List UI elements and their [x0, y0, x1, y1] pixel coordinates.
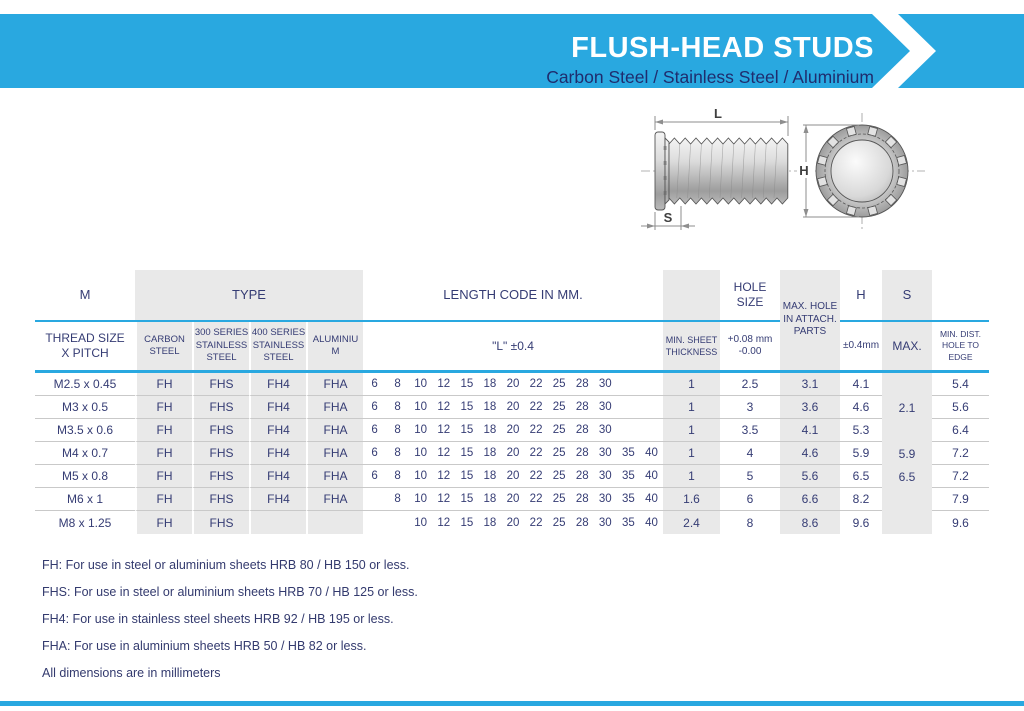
hole-size-cell: 4	[720, 442, 780, 465]
length-code: 22	[529, 424, 543, 436]
hole-size-cell: 3.5	[720, 419, 780, 442]
type-cell: FHA	[306, 396, 363, 419]
length-code: 28	[575, 493, 589, 505]
header-m: M	[35, 270, 135, 322]
table-row	[35, 396, 989, 419]
max-hole-cell: 8.6	[780, 511, 840, 534]
max-hole-cell: 3.6	[780, 396, 840, 419]
length-codes	[363, 442, 663, 465]
type-cell: FH	[135, 488, 192, 511]
length-code: 15	[460, 516, 474, 529]
page-subtitle: Carbon Steel / Stainless Steel / Aluminium	[546, 67, 874, 87]
spec-table	[35, 270, 989, 534]
type-cell: FHA	[306, 373, 363, 396]
length-code: 28	[575, 378, 589, 390]
length-code: 28	[575, 516, 589, 529]
length-code: 28	[575, 401, 589, 413]
thread-size-cell: M5 x 0.8	[35, 465, 135, 488]
dim-label-L: L	[714, 106, 722, 121]
footnotes	[42, 558, 418, 693]
length-code: 30	[598, 447, 612, 459]
header-s-max: MAX.	[882, 322, 932, 370]
length-code: 20	[506, 447, 520, 459]
table-body	[35, 373, 989, 534]
type-cell: FH4	[249, 419, 306, 442]
length-code: 22	[529, 470, 543, 482]
length-code: 28	[575, 447, 589, 459]
type-cell: FH4	[249, 373, 306, 396]
hole-size-cell: 6	[720, 488, 780, 511]
header-hole-size: HOLE SIZE	[720, 270, 780, 322]
length-code: 6	[371, 470, 378, 482]
length-code: 22	[529, 516, 543, 529]
type-cell: FH	[135, 511, 192, 534]
length-code: 30	[598, 378, 612, 390]
max-hole-cell: 5.6	[780, 465, 840, 488]
h-cell: 5.9	[840, 442, 882, 465]
min-dist-cell: 6.4	[932, 419, 989, 442]
h-cell: 4.6	[840, 396, 882, 419]
header-min-sheet-top	[663, 270, 720, 322]
h-cell: 8.2	[840, 488, 882, 511]
header-type: TYPE	[135, 270, 363, 322]
header-titles	[546, 31, 874, 88]
length-code: 12	[437, 493, 451, 505]
length-code: 20	[506, 516, 520, 529]
length-code: 8	[394, 470, 401, 482]
min-dist-cell: 7.2	[932, 442, 989, 465]
length-code: 25	[552, 470, 566, 482]
type-cell: FH	[135, 419, 192, 442]
length-code: 10	[414, 516, 428, 529]
chevron-arrow-icon	[872, 14, 942, 88]
hole-size-cell: 8	[746, 515, 754, 530]
length-code: 20	[506, 424, 520, 436]
length-code: 30	[598, 424, 612, 436]
header-band	[0, 14, 1024, 88]
type-cell: FH4	[249, 488, 306, 511]
length-code: 25	[552, 378, 566, 390]
length-code: 12	[437, 516, 451, 529]
length-code: 20	[506, 378, 520, 390]
length-code: 35	[621, 447, 635, 459]
min-dist-cell: 5.6	[932, 396, 989, 419]
length-code	[363, 511, 386, 534]
type-cell: FH	[135, 465, 192, 488]
max-hole-cell: 3.1	[780, 373, 840, 396]
length-code	[386, 511, 409, 534]
length-code: 25	[552, 401, 566, 413]
length-code: 25	[552, 516, 566, 529]
thread-size-cell: M6 x 1	[35, 488, 135, 511]
hole-size-cell: 2.5	[720, 373, 780, 396]
length-code: 18	[483, 516, 497, 529]
type-cell: FHS	[192, 442, 249, 465]
type-cell: FH4	[249, 442, 306, 465]
type-cell: FHA	[306, 442, 363, 465]
length-code: 12	[437, 378, 451, 390]
hole-size-cell: 5	[720, 465, 780, 488]
header-hole-tolerance: +0.08 mm -0.00	[727, 333, 773, 357]
type-cell: FHS	[192, 511, 249, 534]
header-length-code: LENGTH CODE IN MM.	[363, 270, 663, 322]
length-code: 22	[529, 378, 543, 390]
type-cell: FH4	[249, 465, 306, 488]
header-aluminium: ALUMINIUM	[306, 322, 363, 370]
length-code: 30	[598, 401, 612, 413]
length-code: 22	[529, 447, 543, 459]
table-row	[35, 373, 989, 396]
min-dist-cell: 5.4	[932, 373, 989, 396]
length-codes	[363, 465, 663, 488]
length-code: 10	[414, 493, 428, 505]
header-300-series: 300 SERIES STAINLESS STEEL	[192, 322, 249, 370]
type-cell: FH	[135, 396, 192, 419]
hole-size-cell: 3	[720, 396, 780, 419]
table-row	[35, 488, 989, 511]
length-code: 30	[598, 493, 612, 505]
s-cell: 6.5	[882, 465, 932, 488]
length-code: 18	[483, 493, 497, 505]
max-hole-cell: 4.6	[780, 442, 840, 465]
type-cell	[249, 511, 306, 534]
min-sheet-cell: 2.4	[663, 511, 720, 534]
length-code	[640, 396, 663, 418]
length-code	[640, 373, 663, 395]
length-code: 20	[506, 401, 520, 413]
length-code: 8	[394, 493, 401, 505]
length-code: 6	[371, 424, 378, 436]
length-code: 22	[529, 401, 543, 413]
length-code: 18	[483, 424, 497, 436]
length-code	[617, 396, 640, 418]
h-cell: 4.1	[840, 373, 882, 396]
length-code: 25	[552, 493, 566, 505]
length-code	[640, 419, 663, 441]
length-code: 8	[394, 447, 401, 459]
s-cell	[882, 511, 932, 534]
s-cell: 2.1	[882, 396, 932, 419]
note-fhs: FHS: For use in steel or aluminium sheets HRB 70 / HB 125 or less.	[42, 585, 418, 599]
length-code: 40	[645, 447, 658, 459]
dim-label-S: S	[663, 210, 673, 225]
length-code: 18	[483, 447, 497, 459]
length-code: 40	[645, 470, 658, 482]
type-cell: FH4	[249, 396, 306, 419]
header-s: S	[882, 270, 932, 322]
s-cell: 5.9	[882, 442, 932, 465]
length-code: 15	[460, 493, 474, 505]
length-codes	[363, 396, 663, 419]
length-code: 25	[552, 447, 566, 459]
length-code: 6	[371, 401, 378, 413]
length-codes	[363, 488, 663, 511]
h-cell: 9.6	[852, 515, 870, 530]
table-row	[35, 465, 989, 488]
length-code: 28	[575, 470, 589, 482]
table-row	[35, 511, 989, 534]
type-cell: FHS	[192, 396, 249, 419]
length-code: 15	[460, 378, 474, 390]
length-code: 15	[460, 470, 474, 482]
thread-size-cell: M3.5 x 0.6	[35, 419, 135, 442]
length-code: 35	[621, 470, 635, 482]
length-code: 12	[437, 470, 451, 482]
thread-size-cell: M3 x 0.5	[35, 396, 135, 419]
note-fh4: FH4: For use in stainless steel sheets HRB 92 / HB 195 or less.	[42, 612, 394, 626]
stud-head	[655, 132, 665, 210]
thread-size-cell: M4 x 0.7	[35, 442, 135, 465]
s-cell	[882, 373, 932, 396]
length-code: 10	[414, 401, 428, 413]
length-code: 20	[506, 470, 520, 482]
length-code: 10	[414, 470, 428, 482]
length-code: 15	[460, 447, 474, 459]
footer-rule	[0, 701, 1024, 706]
min-dist-cell: 7.2	[932, 465, 989, 488]
type-cell: FH	[135, 373, 192, 396]
length-code: 15	[460, 401, 474, 413]
min-sheet-cell: 1	[663, 419, 720, 442]
length-code: 12	[437, 401, 451, 413]
header-carbon-steel: CARBON STEEL	[135, 322, 192, 370]
length-code: 25	[552, 424, 566, 436]
length-code: 6	[371, 447, 378, 459]
length-code: 20	[506, 493, 520, 505]
header-thread-size: THREAD SIZE X PITCH	[45, 331, 125, 360]
thread-size-cell: M8 x 1.25	[58, 515, 112, 530]
length-code	[363, 488, 386, 510]
length-code: 8	[394, 378, 401, 390]
length-code: 8	[394, 401, 401, 413]
length-code: 18	[483, 401, 497, 413]
length-code: 8	[394, 424, 401, 436]
length-code: 40	[645, 516, 658, 529]
length-code: 6	[371, 378, 378, 390]
length-code: 18	[483, 378, 497, 390]
length-codes	[363, 373, 663, 396]
type-cell: FHA	[306, 488, 363, 511]
h-cell: 6.5	[840, 465, 882, 488]
header-h: H	[840, 270, 882, 322]
dim-label-H: H	[799, 163, 809, 178]
header-max-hole: MAX. HOLE IN ATTACH. PARTS	[780, 270, 840, 370]
h-cell: 5.3	[840, 419, 882, 442]
length-code: 10	[414, 378, 428, 390]
length-code	[617, 373, 640, 395]
length-code: 30	[598, 516, 612, 529]
length-codes	[363, 511, 663, 534]
min-sheet-cell: 1	[663, 465, 720, 488]
type-cell: FHS	[192, 373, 249, 396]
thread-size-cell: M2.5 x 0.45	[35, 373, 135, 396]
table-row	[35, 442, 989, 465]
max-hole-cell: 4.1	[780, 419, 840, 442]
s-cell	[882, 488, 932, 511]
length-code: 15	[460, 424, 474, 436]
min-sheet-cell: 1.6	[663, 488, 720, 511]
stud-threads	[669, 138, 788, 204]
length-code: 30	[598, 470, 612, 482]
table-header	[35, 270, 989, 370]
length-code: 10	[414, 424, 428, 436]
note-fha: FHA: For use in aluminium sheets HRB 50 / HB 82 or less.	[42, 639, 367, 653]
type-cell: FHS	[192, 465, 249, 488]
header-min-dist-top	[932, 270, 989, 322]
min-dist-cell: 9.6	[952, 515, 969, 530]
header-h-tolerance: ±0.4mm	[842, 339, 880, 351]
type-cell: FHS	[192, 419, 249, 442]
length-code: 12	[437, 424, 451, 436]
min-sheet-cell: 1	[663, 373, 720, 396]
s-cell	[882, 419, 932, 442]
type-cell	[306, 511, 363, 534]
header-min-sheet: MIN. SHEET THICKNESS	[663, 322, 720, 370]
max-hole-cell: 6.6	[780, 488, 840, 511]
length-code	[617, 419, 640, 441]
type-cell: FHA	[306, 419, 363, 442]
length-code: 12	[437, 447, 451, 459]
length-code: 35	[621, 493, 635, 505]
header-400-series: 400 SERIES STAINLESS STEEL	[249, 322, 306, 370]
min-sheet-cell: 1	[663, 396, 720, 419]
length-code: 28	[575, 424, 589, 436]
note-dimensions: All dimensions are in millimeters	[42, 666, 221, 680]
header-l-tolerance: "L" ±0.4	[492, 338, 534, 353]
stud-technical-drawing	[625, 100, 930, 235]
length-codes	[363, 419, 663, 442]
length-code: 35	[621, 516, 635, 529]
note-fh: FH: For use in steel or aluminium sheets HRB 80 / HB 150 or less.	[42, 558, 410, 572]
type-cell: FHS	[192, 488, 249, 511]
header-min-dist: MIN. DIST. HOLE TO EDGE	[939, 328, 982, 362]
min-sheet-cell: 1	[663, 442, 720, 465]
page-title: FLUSH-HEAD STUDS	[571, 32, 874, 64]
length-code: 18	[483, 470, 497, 482]
table-row	[35, 419, 989, 442]
type-cell: FHA	[306, 465, 363, 488]
min-dist-cell: 7.9	[932, 488, 989, 511]
length-code: 22	[529, 493, 543, 505]
type-cell: FH	[135, 442, 192, 465]
length-code: 10	[414, 447, 428, 459]
length-code: 40	[645, 493, 658, 505]
